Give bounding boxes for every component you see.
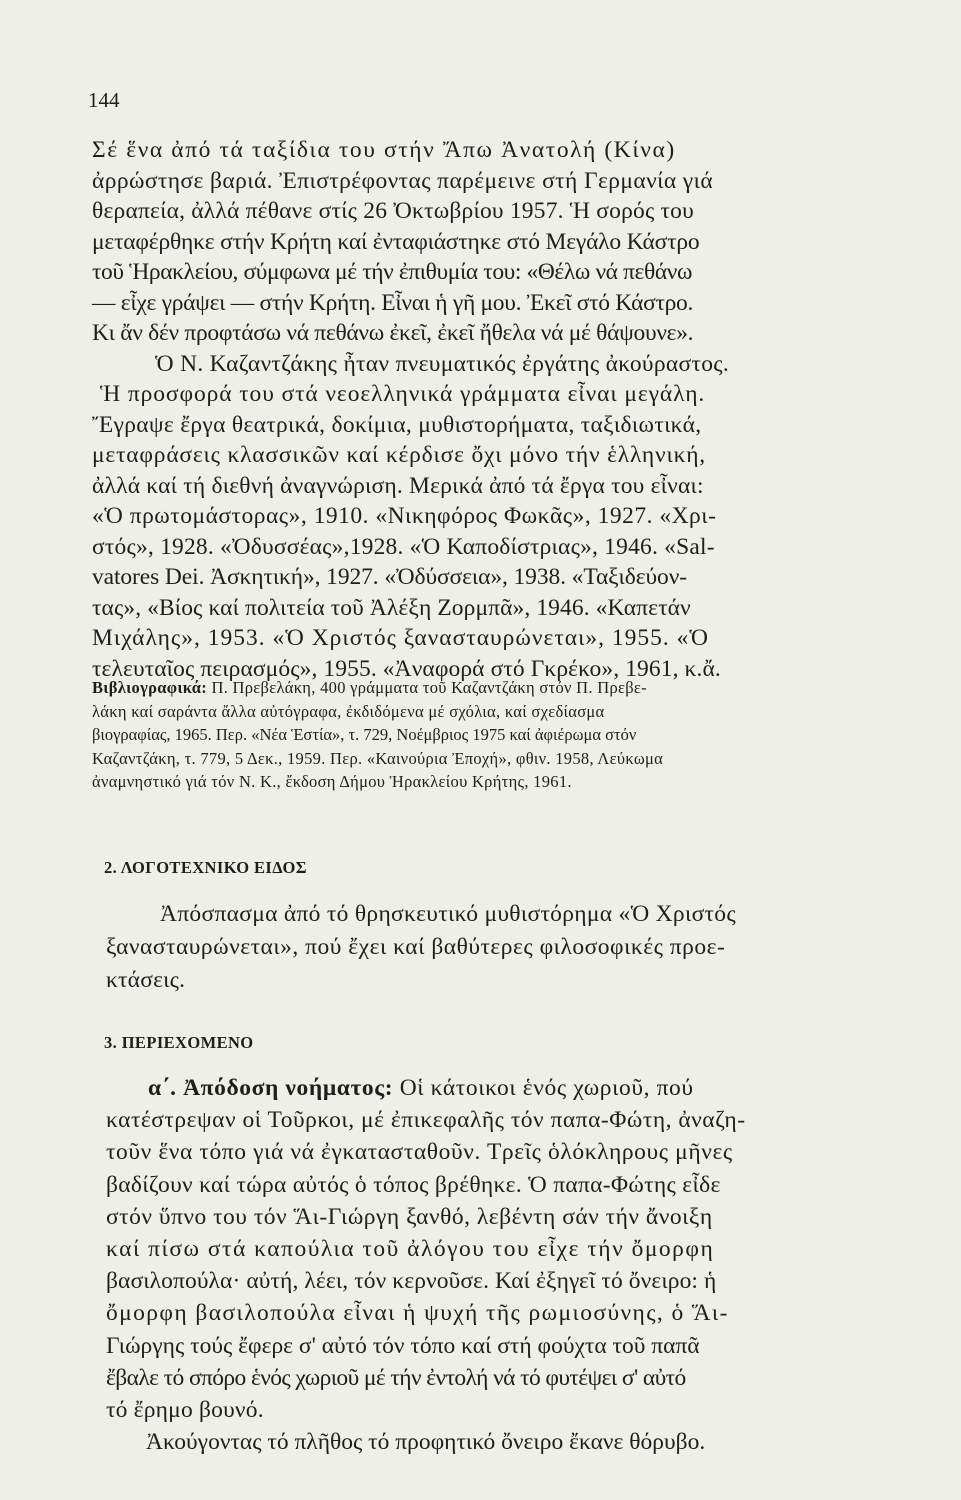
text-line: στόν ὕπνο του τόν Ἅι-Γιώργη ξανθό, λεβέντη σάν τήν ἄνοιξη	[106, 1203, 713, 1230]
text-line: καί πίσω στά καπούλια τοῦ ἀλόγου του εἶχε τήν ὄμορφη	[106, 1236, 715, 1263]
text-line: vatores Dei. Ἀσκητική», 1927. «Ὀδύσσεια», 1938. «Ταξιδεύον-	[92, 564, 687, 590]
text-line: τοῦν ἕνα τόπο γιά νά ἐγκατασταθοῦν. Τρεῖς ὁλόκληρους μῆνες	[106, 1139, 733, 1166]
genre-paragraph	[106, 898, 906, 997]
text-line: στός», 1928. «Ὀδυσσέας»,1928. «Ὁ Καποδίστριας», 1946. «Sal-	[92, 533, 715, 560]
text-line: Σέ ἕνα ἀπό τά ταξίδια του στήν Ἄπω Ἀνατολή (Κίνα)	[92, 137, 676, 163]
bibliography-line: βιογραφίας, 1965. Περ. «Νέα Ἑστία», τ. 729, Νοέμβριος 1975 καί ἀφιέρωμα στόν	[92, 725, 637, 745]
text-line: — εἶχε γράψει — στήν Κρήτη. Εἶναι ἡ γῆ μου. Ἐκεῖ στό Κάστρο.	[92, 289, 694, 316]
bibliography-line: λάκη καί σαράντα ἄλλα αὐτόγραφα, ἐκδιδόμενα μέ σχόλια, καί σχεδίασμα	[92, 701, 605, 721]
text-line: μεταφέρθηκε στήν Κρήτη καί ἐνταφιάστηκε στό Μεγάλο Κάστρο	[92, 228, 700, 255]
content-paragraph	[106, 1072, 906, 1458]
text-line: βαδίζουν καί τώρα αὐτός ὁ τόπος βρέθηκε. Ὁ παπα-Φώτης εἶδε	[106, 1171, 721, 1198]
text-line: Ἀπόσπασμα ἀπό τό θρησκευτικό μυθιστόρημα «Ὁ Χριστός	[160, 901, 736, 927]
bibliography	[92, 676, 900, 794]
text-line: ἔβαλε τό σπόρο ἑνός χωριοῦ μέ τήν ἐντολή νά τό φυτέψει σ' αὐτό	[106, 1364, 686, 1391]
text-line: Ὁ Ν. Καζαντζάκης ἦταν πνευματικός ἐργάτης ἀκούραστος.	[155, 350, 730, 377]
section-heading-content: 3. ΠΕΡΙΕΧΟΜΕΝΟ	[104, 1033, 254, 1052]
page-number: 144	[88, 88, 120, 112]
text-line: Μιχάλης», 1953. «Ὁ Χριστός ξανασταυρώνεται», 1955. «Ὁ	[92, 625, 710, 651]
text-line: μεταφράσεις κλασσικῶν καί κέρδισε ὄχι μόνο τήν ἑλληνική,	[92, 442, 706, 468]
text-line: τοῦ Ἡρακλείου, σύμφωνα μέ τήν ἐπιθυμία του: «Θέλω νά πεθάνω	[92, 259, 693, 285]
bibliography-line: ἀναμνηστικό γιά τόν Ν. Κ., ἔκδοση Δήμου Ἡρακλείου Κρήτης, 1961.	[92, 772, 572, 792]
text-line: τας», «Βίος καί πολιτεία τοῦ Ἀλέξη Ζορμπᾶ», 1946. «Καπετάν	[92, 594, 691, 621]
text-line: ὄμορφη βασιλοπούλα εἶναι ἡ ψυχή τῆς ρωμιοσύνης, ὁ Ἅι-	[106, 1300, 729, 1327]
section-heading-genre: 2. ΛΟΓΟΤΕΧΝΙΚΟ ΕΙΔΟΣ	[104, 858, 307, 877]
text-line: τό ἔρημο βουνό.	[106, 1397, 264, 1424]
subheading-meaning: α΄. Ἀπόδοση νοήματος:	[148, 1075, 394, 1101]
text-line: Ἡ προσφορά του στά νεοελληνικά γράμματα εἶναι μεγάλη.	[100, 381, 706, 407]
text-line	[106, 1072, 906, 1104]
text-line: θεραπεία, ἀλλά πέθανε στίς 26 Ὀκτωβρίου 1957. Ἡ σορός του	[92, 198, 694, 224]
biography-paragraph	[92, 135, 900, 684]
bibliography-line	[92, 676, 900, 700]
text-line: Γιώργης τούς ἔφερε σ' αὐτό τόν τόπο καί στή φούχτα τοῦ παπᾶ	[106, 1332, 700, 1359]
text-line: ἀλλά καί τή διεθνή ἀναγνώριση. Μερικά ἀπό τά ἔργα του εἶναι:	[92, 472, 704, 499]
text-segment: Οἱ κάτοικοι ἑνός χωριοῦ, πού	[399, 1075, 694, 1101]
text-line: Κι ἄν δέν προφτάσω νά πεθάνω ἐκεῖ, ἐκεῖ ἤθελα νά μέ θάψουνε».	[92, 320, 694, 346]
text-line: τελευταῖος πειρασμός», 1955. «Ἀναφορά στό Γκρέκο», 1961, κ.ἄ.	[92, 655, 721, 682]
text-line: Ἔγραψε ἔργα θεατρικά, δοκίμια, μυθιστορήματα, ταξιδιωτικά,	[92, 411, 702, 438]
text-line: Ἀκούγοντας τό πλῆθος τό προφητικό ὄνειρο ἔκανε θόρυβο.	[146, 1429, 706, 1456]
bibliography-line: Καζαντζάκη, τ. 779, 5 Δεκ., 1959. Περ. «Καινούρια Ἐποχή», φθιν. 1958, Λεύκωμα	[92, 748, 664, 768]
text-line: ἀρρώστησε βαριά. Ἐπιστρέφοντας παρέμεινε στή Γερμανία γιά	[92, 167, 714, 194]
text-line: κατέστρεψαν οἱ Τοῦρκοι, μέ ἐπικεφαλῆς τόν παπα-Φώτη, ἀναζη-	[106, 1107, 746, 1134]
bibliography-label: Βιβλιογραφικά:	[92, 678, 208, 697]
bibliography-text: Π. Πρεβελάκη, 400 γράμματα τοῦ Καζαντζάκη στόν Π. Πρεβε-	[211, 678, 647, 697]
text-line: «Ὁ πρωτομάστορας», 1910. «Νικηφόρος Φωκᾶς», 1927. «Χρι-	[92, 503, 717, 529]
text-line: κτάσεις.	[106, 967, 186, 993]
text-line: ξανασταυρώνεται», πού ἔχει καί βαθύτερες φιλοσοφικές προε-	[106, 934, 726, 960]
text-line: βασιλοπούλα· αὐτή, λέει, τόν κερνοῦσε. Καί ἐξηγεῖ τό ὄνειρο: ἡ	[106, 1268, 717, 1295]
